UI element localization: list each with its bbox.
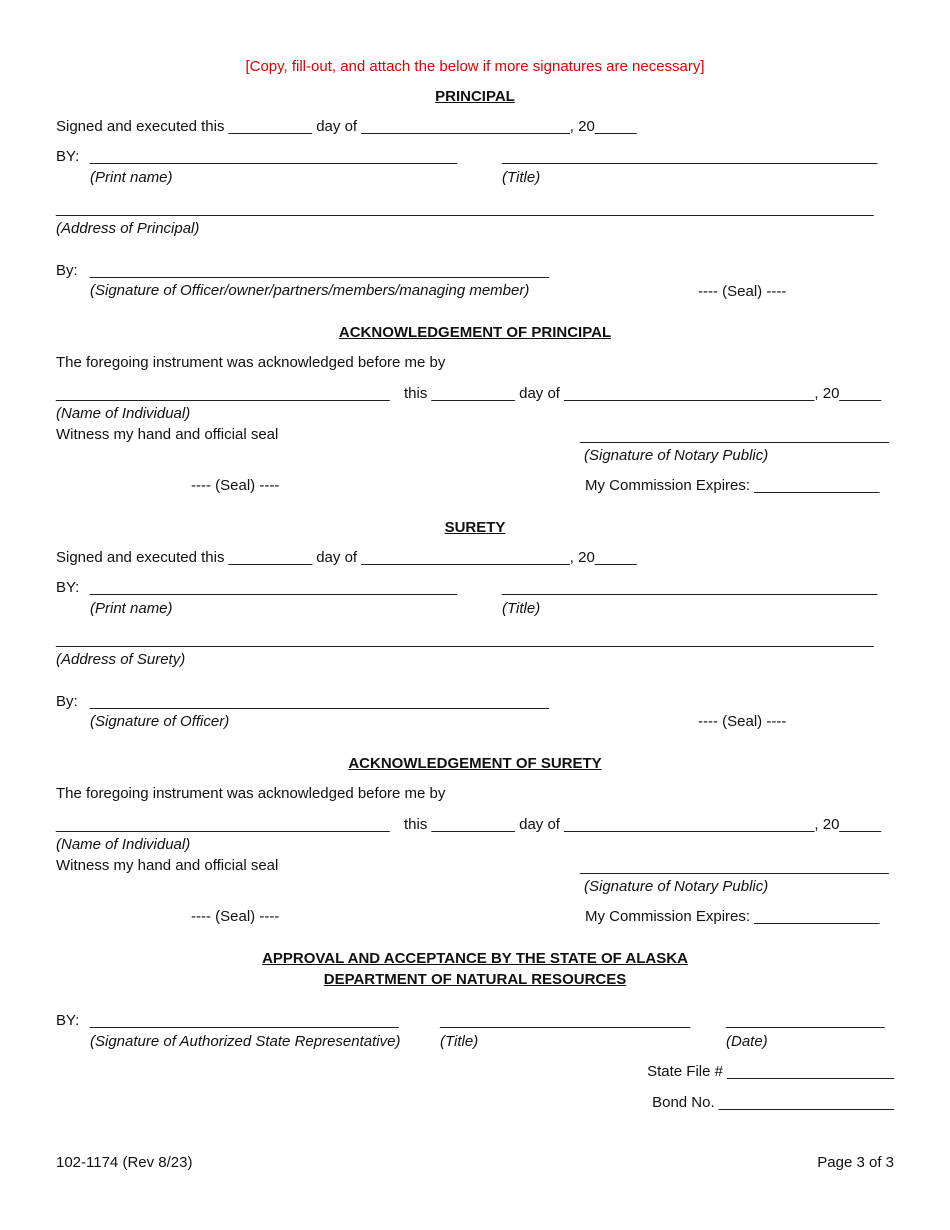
bond-number-field[interactable]: Bond No. _____________________: [652, 1094, 894, 1111]
principal-address-field[interactable]: __________________________________________________________________________________________________: [56, 200, 874, 217]
principal-signed-line: Signed and executed this __________ day of _________________________, 20_____: [56, 118, 637, 135]
approval-title-field[interactable]: ______________________________: [440, 1012, 691, 1029]
approval-signature-caption: (Signature of Authorized State Representative): [90, 1033, 401, 1050]
surety-signed-line: Signed and executed this __________ day of _________________________, 20_____: [56, 549, 637, 566]
ack-surety-heading: ACKNOWLEDGEMENT OF SURETY: [348, 755, 602, 772]
principal-seal: ---- (Seal) ----: [698, 283, 787, 300]
ack-surety-intro: The foregoing instrument was acknowledged before me by: [56, 785, 446, 802]
ack-surety-date-line[interactable]: this __________ day of ______________________________, 20_____: [404, 816, 882, 833]
ack-principal-witness: Witness my hand and official seal: [56, 426, 279, 443]
approval-heading-2: DEPARTMENT OF NATURAL RESOURCES: [323, 971, 627, 988]
principal-signature-caption: (Signature of Officer/owner/partners/members/managing member): [90, 282, 530, 299]
ack-surety-name-caption: (Name of Individual): [56, 836, 191, 853]
surety-address-field[interactable]: __________________________________________________________________________________________________: [56, 631, 874, 648]
principal-print-name-caption: (Print name): [90, 169, 173, 186]
page-number: Page 3 of 3: [817, 1154, 894, 1171]
approval-date-field[interactable]: ___________________: [726, 1012, 885, 1029]
surety-seal: ---- (Seal) ----: [698, 713, 787, 730]
principal-print-name-field[interactable]: ____________________________________________: [90, 148, 458, 165]
ack-surety-notary-field[interactable]: _____________________________________: [580, 858, 889, 875]
principal-by2-label: By:: [56, 262, 78, 279]
ack-surety-seal: ---- (Seal) ----: [191, 908, 280, 925]
principal-address-caption: (Address of Principal): [56, 220, 200, 237]
ack-principal-commission[interactable]: My Commission Expires: _______________: [585, 477, 880, 494]
principal-by-label: BY:: [56, 148, 80, 165]
surety-print-name-caption: (Print name): [90, 600, 173, 617]
ack-principal-notary-field[interactable]: _____________________________________: [580, 427, 889, 444]
ack-principal-intro: The foregoing instrument was acknowledged before me by: [56, 354, 446, 371]
surety-heading: SURETY: [444, 519, 506, 536]
surety-title-field[interactable]: _____________________________________________: [502, 579, 878, 596]
ack-principal-date-line[interactable]: this __________ day of ______________________________, 20_____: [404, 385, 882, 402]
surety-by2-label: By:: [56, 693, 78, 710]
principal-title-caption: (Title): [502, 169, 541, 186]
approval-date-caption: (Date): [726, 1033, 768, 1050]
ack-surety-name-field[interactable]: ________________________________________: [56, 816, 390, 833]
surety-title-caption: (Title): [502, 600, 541, 617]
ack-surety-commission[interactable]: My Commission Expires: _______________: [585, 908, 880, 925]
approval-signature-field[interactable]: _____________________________________: [90, 1012, 399, 1029]
ack-surety-witness: Witness my hand and official seal: [56, 857, 279, 874]
principal-signature-field[interactable]: _______________________________________________________: [90, 262, 549, 279]
surety-print-name-field[interactable]: ____________________________________________: [90, 579, 458, 596]
approval-title-caption: (Title): [440, 1033, 479, 1050]
surety-address-caption: (Address of Surety): [56, 651, 186, 668]
form-id: 102-1174 (Rev 8/23): [56, 1154, 193, 1171]
ack-principal-notary-caption: (Signature of Notary Public): [584, 447, 769, 464]
ack-principal-name-caption: (Name of Individual): [56, 405, 191, 422]
principal-title-field[interactable]: _____________________________________________: [502, 148, 878, 165]
copy-instructions-note: [Copy, fill-out, and attach the below if more signatures are necessary]: [245, 58, 705, 75]
state-file-number-field[interactable]: State File # ____________________: [647, 1063, 894, 1080]
approval-by-label: BY:: [56, 1012, 80, 1029]
ack-surety-notary-caption: (Signature of Notary Public): [584, 878, 769, 895]
ack-principal-heading: ACKNOWLEDGEMENT OF PRINCIPAL: [338, 324, 612, 341]
ack-principal-seal: ---- (Seal) ----: [191, 477, 280, 494]
ack-principal-name-field[interactable]: ________________________________________: [56, 385, 390, 402]
surety-signature-caption: (Signature of Officer): [90, 713, 230, 730]
surety-signature-field[interactable]: _______________________________________________________: [90, 693, 549, 710]
surety-by-label: BY:: [56, 579, 80, 596]
approval-heading-1: APPROVAL AND ACCEPTANCE BY THE STATE OF ALASKA: [262, 950, 688, 967]
principal-heading: PRINCIPAL: [435, 88, 515, 105]
